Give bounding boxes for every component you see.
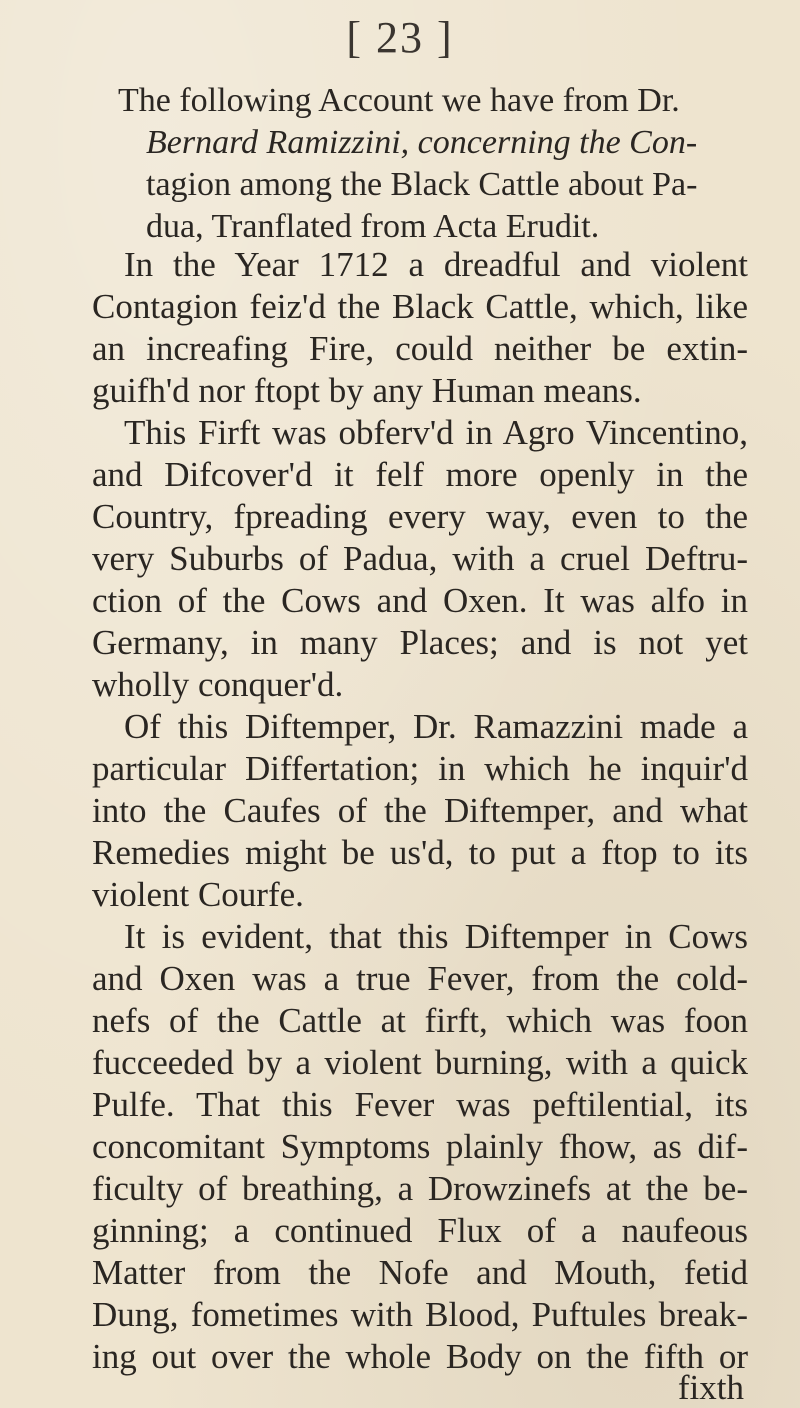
text-line: concomitant Symptoms plainly fhow, as dif-: [92, 1127, 748, 1166]
text-line: and Difcover'd it felf more openly in the: [92, 455, 748, 494]
heading-line: tagion among the Black Cattle about Pa-: [146, 166, 698, 203]
text-line: ing out over the whole Body on the fifth or: [92, 1337, 748, 1376]
text-line: Remedies might be us'd, to put a ftop to its: [92, 833, 748, 872]
text-line: fucceeded by a violent burning, with a quick: [92, 1043, 748, 1082]
text-line: In the Year 1712 a dreadful and violent: [124, 245, 748, 284]
text-line: into the Caufes of the Diftemper, and what: [92, 791, 748, 830]
text-line: It is evident, that this Diftemper in Cows: [124, 917, 748, 956]
text-line: guifh'd nor ftopt by any Human means.: [92, 371, 642, 410]
text-line: Country, fpreading every way, even to the: [92, 497, 748, 536]
section-heading: [118, 80, 758, 248]
text-line: Of this Diftemper, Dr. Ramazzini made a: [124, 707, 748, 746]
text-line: Germany, in many Places; and is not yet: [92, 623, 748, 662]
text-line: ginning; a continued Flux of a naufeous: [92, 1211, 748, 1250]
text-line: This Firft was obferv'd in Agro Vincentino,: [124, 413, 748, 452]
text-line: violent Courfe.: [92, 875, 304, 914]
text-line: and Oxen was a true Fever, from the cold-: [92, 959, 748, 998]
text-line: Contagion feiz'd the Black Cattle, which, like: [92, 287, 748, 326]
catchword: fixth: [677, 1368, 744, 1407]
text-line: particular Differtation; in which he inquir'd: [92, 749, 748, 788]
heading-line: Bernard Ramizzini, concerning the Con-: [146, 124, 698, 161]
text-line: an increafing Fire, could neither be extin-: [92, 329, 748, 368]
text-line: ction of the Cows and Oxen. It was alfo in: [92, 581, 748, 620]
heading-line: The following Account we have from Dr.: [118, 82, 680, 119]
text-line: Dung, fometimes with Blood, Puftules break-: [92, 1295, 748, 1334]
text-line: nefs of the Cattle at firft, which was foon: [92, 1001, 748, 1040]
text-line: wholly conquer'd.: [92, 665, 344, 704]
heading-line: dua, Tranflated from Acta Erudit.: [146, 208, 600, 245]
page-number: [ 23 ]: [346, 13, 454, 62]
text-line: Matter from the Nofe and Mouth, fetid: [92, 1253, 748, 1292]
body-text: [92, 244, 748, 1378]
text-line: ficulty of breathing, a Drowzinefs at the be-: [92, 1169, 748, 1208]
text-line: very Suburbs of Padua, with a cruel Deftru-: [92, 539, 748, 578]
text-line: Pulfe. That this Fever was peftilential, its: [92, 1085, 748, 1124]
